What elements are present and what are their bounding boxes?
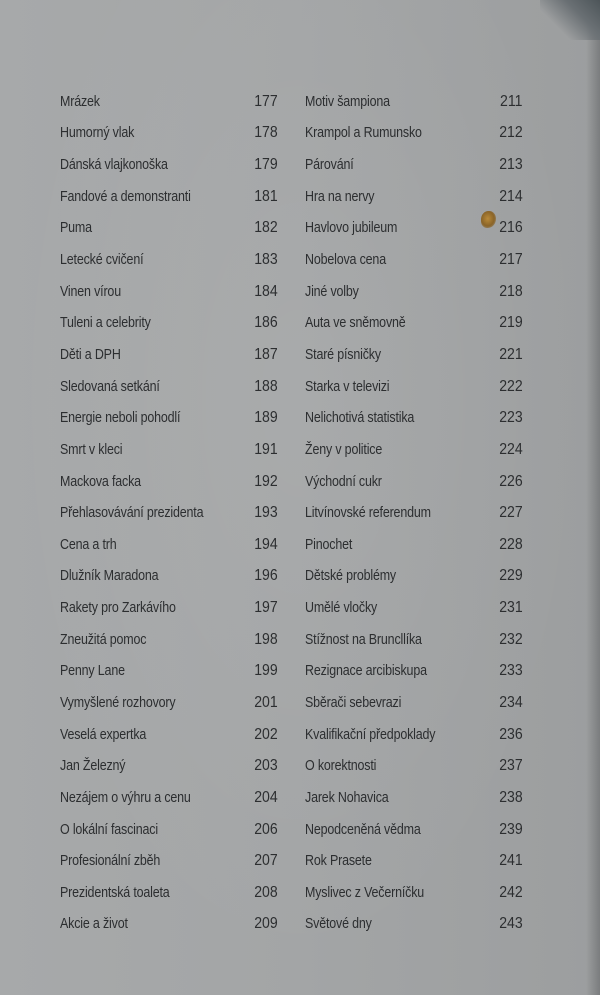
toc-entry (60, 719, 278, 751)
toc-entry-title: O lokální fascinaci (60, 821, 158, 838)
toc-entry-title: Litvínovské referendum (305, 505, 431, 522)
toc-entry-page-number: 243 (499, 915, 523, 933)
toc-entry-title: Smrt v kleci (60, 441, 123, 458)
toc-entry-title: Stížnost na Bruncllíka (305, 631, 422, 648)
toc-entry-page-number: 208 (254, 883, 278, 901)
toc-entry-title: Staré písničky (305, 346, 381, 363)
toc-entry-title: Dlužník Maradona (60, 568, 159, 585)
toc-entry (60, 466, 278, 498)
toc-entry (305, 339, 523, 371)
toc-entry-title: Zneužitá pomoc (60, 631, 147, 648)
toc-entry-page-number: 216 (499, 219, 523, 237)
toc-entry (60, 86, 278, 118)
toc-entry (305, 371, 523, 403)
toc-entry-title: Motiv šampiona (305, 93, 390, 110)
toc-entry (60, 118, 278, 150)
toc-entry-title: Nobelova cena (305, 252, 386, 269)
toc-entry (305, 592, 523, 624)
toc-entry-title: Veselá expertka (60, 726, 147, 743)
toc-entry-page-number: 217 (499, 251, 523, 269)
toc-entry (60, 624, 278, 656)
toc-entry-page-number: 211 (500, 92, 523, 110)
toc-entry (60, 592, 278, 624)
toc-entry (60, 276, 278, 308)
toc-entry-title: Rakety pro Zarkávího (60, 600, 176, 617)
toc-entry-title: Umělé vločky (305, 600, 378, 617)
toc-entry-title: Letecké cvičení (60, 252, 144, 269)
toc-entry-page-number: 182 (254, 219, 278, 237)
toc-entry-title: Myslivec z Večerníčku (305, 884, 425, 901)
toc-entry-page-number: 196 (254, 567, 278, 585)
toc-entry-title: Prezidentská toaleta (60, 884, 170, 901)
toc-entry-page-number: 212 (499, 124, 523, 142)
toc-entry-page-number: 213 (499, 156, 523, 174)
toc-entry-title: Dánská vlajkonoška (60, 157, 168, 174)
toc-entry (60, 244, 278, 276)
toc-entry-page-number: 199 (254, 662, 278, 680)
toc-entry-title: Děti a DPH (60, 346, 121, 363)
toc-entry-page-number: 229 (499, 567, 523, 585)
toc-entry-title: Mrázek (60, 93, 100, 110)
toc-entry (60, 149, 278, 181)
toc-entry-page-number: 237 (499, 757, 523, 775)
toc-entry (305, 276, 523, 308)
toc-entry (305, 307, 523, 339)
toc-entry (305, 181, 523, 213)
toc-entry-title: Puma (60, 220, 92, 237)
toc-entry (305, 402, 523, 434)
toc-entry-page-number: 183 (254, 251, 278, 269)
toc-entry (60, 814, 278, 846)
toc-entry-title: Vymyšlené rozhovory (60, 694, 176, 711)
toc-entry-page-number: 201 (254, 693, 278, 711)
toc-entry (305, 719, 523, 751)
toc-entry-title: Penny Lane (60, 663, 125, 680)
toc-entry-page-number: 232 (499, 630, 523, 648)
toc-entry (305, 656, 523, 688)
toc-entry-page-number: 227 (499, 504, 523, 522)
toc-entry-title: Sběrači sebevrazi (305, 694, 402, 711)
toc-entry (305, 814, 523, 846)
toc-entry-title: Tuleni a celebrity (60, 315, 151, 332)
toc-entry-page-number: 192 (254, 472, 278, 490)
toc-entry-page-number: 231 (499, 599, 523, 617)
toc-entry (305, 877, 523, 909)
toc-entry (305, 750, 523, 782)
toc-entry-title: Havlovo jubileum (305, 220, 398, 237)
toc-entry (60, 877, 278, 909)
toc-entry-title: Humorný vlak (60, 125, 135, 142)
toc-entry-title: O korektnosti (305, 758, 377, 775)
toc-entry-title: Jarek Nohavica (305, 789, 389, 806)
toc-entry-title: Sledovaná setkání (60, 378, 160, 395)
toc-entry-title: Jan Železný (60, 758, 126, 775)
toc-entry-title: Cena a trh (60, 536, 117, 553)
toc-entry-page-number: 206 (254, 820, 278, 838)
toc-entry-page-number: 224 (499, 440, 523, 458)
toc-entry-title: Východní cukr (305, 473, 382, 490)
toc-entry-title: Profesionální zběh (60, 853, 161, 870)
toc-entry-title: Rok Prasete (305, 853, 372, 870)
toc-entry (305, 909, 523, 941)
toc-entry-title: Nepodceněná vědma (305, 821, 421, 838)
toc-entry (305, 687, 523, 719)
toc-entry-page-number: 177 (254, 92, 278, 110)
toc-entry-title: Fandové a demonstranti (60, 188, 191, 205)
toc-entry-page-number: 189 (254, 409, 278, 427)
toc-entry-page-number: 187 (254, 345, 278, 363)
toc-entry (60, 909, 278, 941)
toc-entry (60, 782, 278, 814)
toc-entry-page-number: 188 (254, 377, 278, 395)
toc-left-column (60, 86, 278, 940)
toc-entry (60, 307, 278, 339)
toc-entry (60, 497, 278, 529)
toc-entry (305, 149, 523, 181)
toc-entry (60, 750, 278, 782)
toc-entry-page-number: 218 (499, 282, 523, 300)
toc-entry-title: Mackova facka (60, 473, 141, 490)
toc-entry (60, 371, 278, 403)
toc-entry-page-number: 191 (254, 440, 278, 458)
toc-entry-title: Světové dny (305, 916, 372, 933)
toc-entry-title: Párování (305, 157, 354, 174)
toc-entry (305, 466, 523, 498)
toc-entry-page-number: 233 (499, 662, 523, 680)
toc-entry-page-number: 214 (499, 187, 523, 205)
toc-entry-page-number: 241 (499, 852, 523, 870)
toc-entry (305, 497, 523, 529)
toc-entry-title: Nelichotivá statistika (305, 410, 415, 427)
toc-entry-title: Kvalifikační předpoklady (305, 726, 436, 743)
toc-entry (60, 213, 278, 245)
toc-entry-title: Starka v televizi (305, 378, 390, 395)
toc-entry-title: Přehlasovávání prezidenta (60, 505, 204, 522)
toc-entry-page-number: 236 (499, 725, 523, 743)
toc-entry-page-number: 203 (254, 757, 278, 775)
toc-entry (305, 118, 523, 150)
toc-entry-page-number: 204 (254, 788, 278, 806)
page-corner-shadow (540, 0, 600, 40)
toc-entry (305, 845, 523, 877)
toc-entry-page-number: 194 (254, 535, 278, 553)
toc-entry-page-number: 207 (254, 852, 278, 870)
toc-entry-title: Jiné volby (305, 283, 359, 300)
toc-entry (60, 181, 278, 213)
toc-entry-page-number: 197 (254, 599, 278, 617)
toc-entry (305, 434, 523, 466)
page-edge-shadow (586, 0, 600, 995)
toc-entry-page-number: 239 (499, 820, 523, 838)
toc-entry-title: Nezájem o výhru a cenu (60, 789, 191, 806)
toc-entry (305, 624, 523, 656)
toc-entry-page-number: 181 (254, 187, 278, 205)
toc-entry (60, 402, 278, 434)
toc-entry (305, 86, 523, 118)
toc-entry-page-number: 238 (499, 788, 523, 806)
toc-entry-page-number: 202 (254, 725, 278, 743)
toc-entry (60, 656, 278, 688)
toc-entry (60, 687, 278, 719)
toc-entry (305, 244, 523, 276)
toc-entry-page-number: 223 (499, 409, 523, 427)
toc-entry-title: Pinochet (305, 536, 353, 553)
toc-entry (305, 529, 523, 561)
toc-entry-page-number: 186 (254, 314, 278, 332)
toc-entry-title: Vinen vírou (60, 283, 121, 300)
toc-entry (305, 561, 523, 593)
toc-entry-title: Hra na nervy (305, 188, 375, 205)
toc-entry-page-number: 178 (254, 124, 278, 142)
toc-entry-title: Dětské problémy (305, 568, 396, 585)
toc-entry-page-number: 234 (499, 693, 523, 711)
toc-entry-page-number: 228 (499, 535, 523, 553)
toc-entry-title: Auta ve sněmovně (305, 315, 406, 332)
toc-entry (60, 529, 278, 561)
toc-entry-page-number: 184 (254, 282, 278, 300)
toc-entry-page-number: 221 (499, 345, 523, 363)
toc-entry-page-number: 222 (499, 377, 523, 395)
toc-entry-page-number: 226 (499, 472, 523, 490)
toc-entry (60, 339, 278, 371)
toc-entry-page-number: 179 (254, 156, 278, 174)
toc-entry-title: Rezignace arcibiskupa (305, 663, 427, 680)
toc-entry (60, 845, 278, 877)
toc-entry (60, 561, 278, 593)
toc-entry-title: Krampol a Rumunsko (305, 125, 422, 142)
toc-entry (305, 782, 523, 814)
toc-entry-page-number: 198 (254, 630, 278, 648)
toc-entry-page-number: 209 (254, 915, 278, 933)
toc-entry-title: Akcie a život (60, 916, 128, 933)
toc-entry-title: Energie neboli pohodlí (60, 410, 181, 427)
toc-entry-page-number: 193 (254, 504, 278, 522)
toc-entry-page-number: 242 (499, 883, 523, 901)
toc-entry-page-number: 219 (499, 314, 523, 332)
toc-entry (60, 434, 278, 466)
toc-entry-title: Ženy v politice (305, 441, 383, 458)
